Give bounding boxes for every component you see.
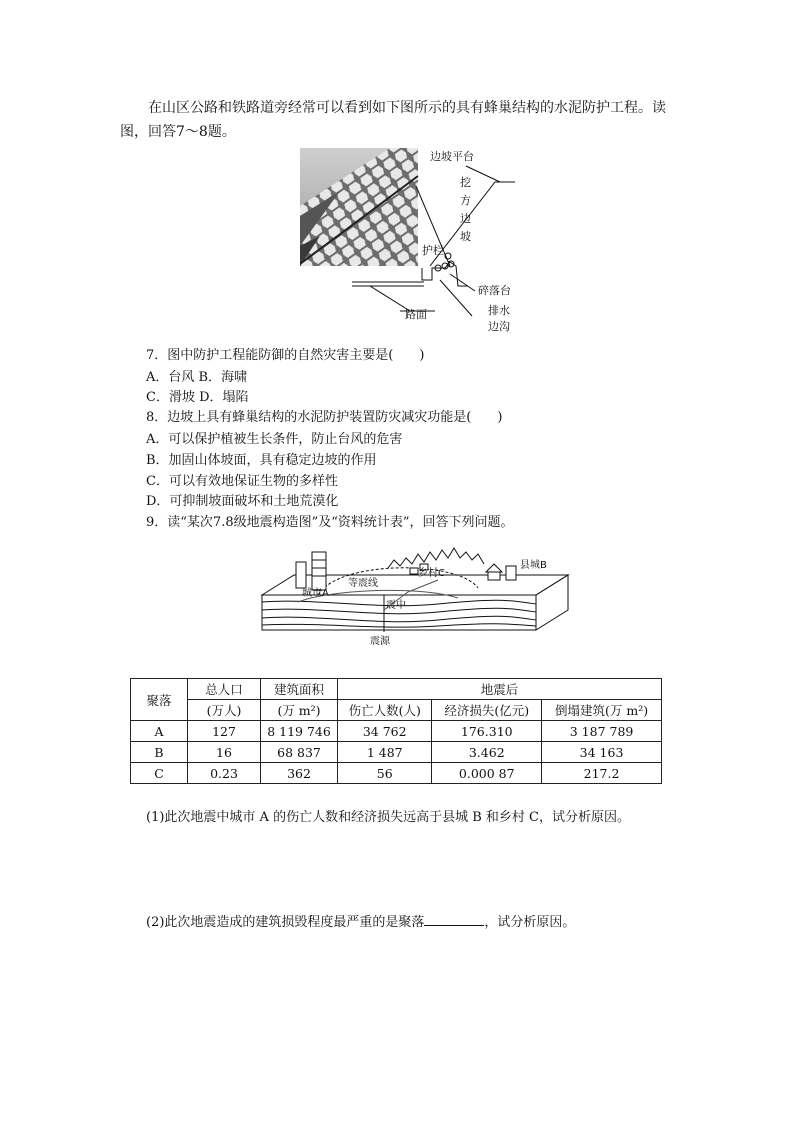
mountains [388,548,484,568]
header-collapsed-buildings: 倒塌建筑(万 m²) [542,700,662,721]
cell-population: 127 [188,721,261,742]
honeycomb-photo [300,148,418,266]
block-diagram [262,568,568,632]
label-city-a: 城市A [302,588,329,599]
label-isoseismal: 等震线 [348,578,378,589]
label-cut-2: 方 [460,194,471,207]
label-road-surface: 路面 [405,308,427,321]
label-drain-2: 边沟 [488,320,510,333]
cell-collapsed: 217.2 [542,763,662,784]
label-cut-1: 挖 [460,176,471,189]
cell-loss: 0.000 87 [432,763,542,784]
cell-name: C [131,763,188,784]
cell-population: 0.23 [188,763,261,784]
sub-question-2-suffix: ，试分析原因。 [484,915,576,930]
label-cut-4: 坡 [460,230,471,243]
table-row [131,721,662,742]
cell-loss: 3.462 [432,742,542,763]
table-header-row [131,679,662,700]
label-focus: 震源 [370,636,390,647]
intro-paragraph: 在山区公路和铁路道旁经常可以看到如下图所示的具有蜂巢结构的水泥防护工程。读图，回答7～8题。 [120,100,666,140]
cell-name: A [131,721,188,742]
table-row [131,742,662,763]
header-building-area-unit: (万 m²) [261,700,338,721]
sub-question-1: (1)此次地震中城市 A 的伤亡人数和经济损失远高于县城 B 和乡村 C，试分析原因。 [146,810,630,825]
question-8-stem: 8．边坡上具有蜂巢结构的水泥防护装置防灾减灾功能是( ) [146,410,503,425]
figure1-labels [405,149,511,333]
sub-question-2 [146,913,575,933]
cell-name: B [131,742,188,763]
label-cut-3: 边 [460,212,471,225]
label-guardrail: 护栏 [422,244,444,257]
label-epicenter: 震中 [386,600,406,611]
question-7-options-cd: C．滑坡 D．塌陷 [146,390,249,405]
earthquake-structure-figure [258,540,570,650]
label-slope-platform: 边坡平台 [430,150,474,163]
label-drain-1: 排水 [488,304,510,317]
cell-casualties: 34 762 [338,721,432,742]
cell-collapsed: 34 163 [542,742,662,763]
cell-casualties: 56 [338,763,432,784]
sub-question-2-prefix: (2)此次地震造成的建筑损毁程度最严重的是聚落 [146,915,425,930]
cell-population: 16 [188,742,261,763]
cell-area: 68 837 [261,742,338,763]
cell-area: 8 119 746 [261,721,338,742]
cell-collapsed: 3 187 789 [542,721,662,742]
header-casualties: 伤亡人数(人) [338,700,432,721]
cell-area: 362 [261,763,338,784]
header-settlement: 聚落 [131,679,188,721]
question-9-stem: 9．读“某次7.8级地震构造图”及“资料统计表”，回答下列问题。 [146,515,514,530]
header-after-earthquake: 地震后 [338,679,662,700]
question-7-options-ab: A．台风 B．海啸 [146,370,248,385]
question-7-stem: 7．图中防护工程能防御的自然灾害主要是( ) [146,348,425,363]
label-village-c: 乡村C [418,568,445,579]
cell-casualties: 1 487 [338,742,432,763]
question-8-option-d: D．可抑制坡面破坏和土地荒漠化 [146,494,339,509]
cell-loss: 176.310 [432,721,542,742]
question-8-option-b: B．加固山体坡面，具有稳定边坡的作用 [146,453,377,468]
question-8-option-c: C．可以有效地保证生物的多样性 [146,474,338,489]
table-row [131,763,662,784]
header-population-unit: (万人) [188,700,261,721]
header-building-area: 建筑面积 [261,679,338,700]
answer-blank [424,913,484,926]
question-8-option-a: A．可以保护植被生长条件，防止台风的危害 [146,432,403,447]
header-population: 总人口 [188,679,261,700]
slope-protection-figure [300,146,530,336]
label-debris-platform: 碎落台 [478,284,511,297]
statistics-table [130,678,662,784]
header-economic-loss: 经济损失(亿元) [432,700,542,721]
label-county-b: 县城B [520,560,547,571]
table-subheader-row [131,700,662,721]
